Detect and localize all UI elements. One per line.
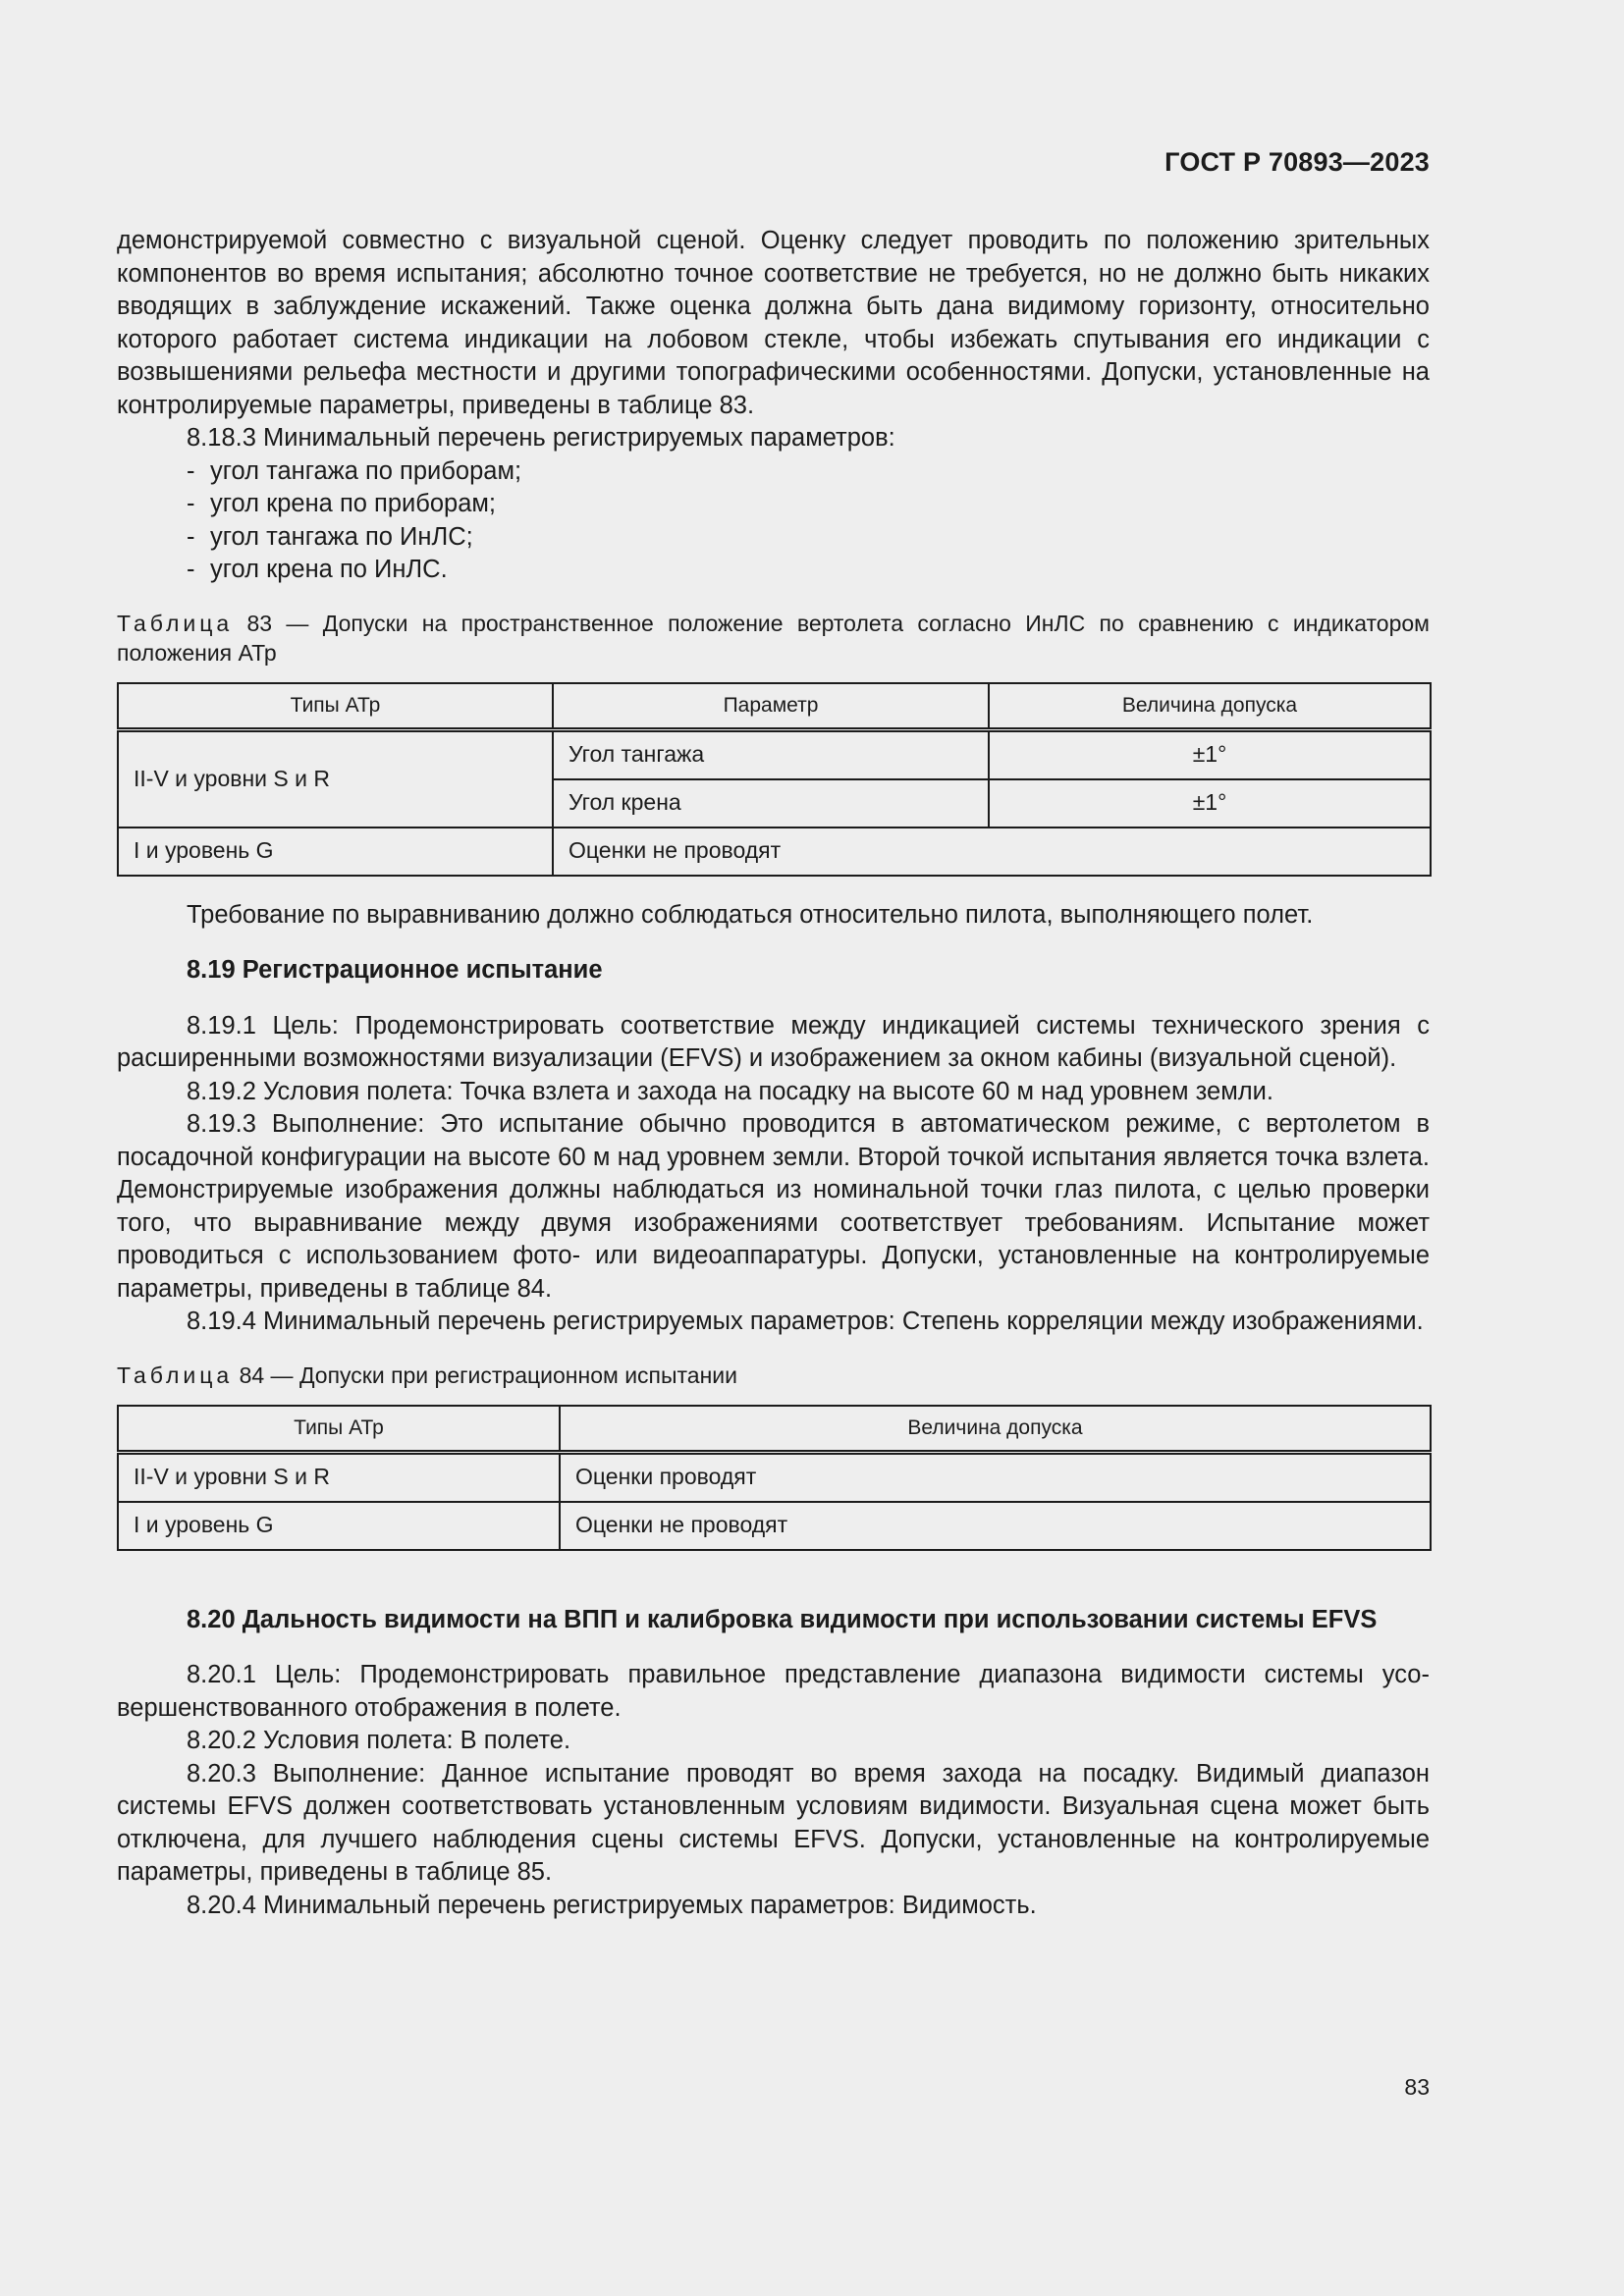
paragraph: 8.19.1 Цель: Продемонстрировать соответствие между индикацией системы технического зрения с расширенными возможностями визуализации (EFVS) и изображением за окном кабины (визуальной сценой). [117, 1011, 1430, 1072]
table-cell: Угол крена [553, 779, 989, 828]
list-item: - угол крена по ИнЛС. [187, 556, 448, 583]
table-cell: Оценки не проводят [553, 828, 1431, 876]
page-number: 83 [1404, 2074, 1430, 2100]
column-header: Параметр [553, 683, 989, 730]
table-cell: II-V и уровни S и R [118, 729, 553, 828]
document-body [117, 225, 1430, 1922]
table-row [118, 1452, 1431, 1502]
paragraph: 8.20.3 Выполнение: Данное испытание проводят во время захода на посадку. Видимый диапазон системы EFVS должен соответствовать установленным условиям видимости. Визуальная сцена может быть отключена, для лучшего наблюдения сцены системы EFVS. Допуски, установленные на контролируемые параметры, приведены в таблице 85. [117, 1759, 1430, 1886]
table-cell: I и уровень G [118, 1502, 560, 1550]
table-header-row [118, 683, 1431, 730]
list-item: - угол тангажа по приборам; [187, 456, 522, 485]
column-header: Типы АТр [118, 683, 553, 730]
table-row [118, 729, 1431, 779]
table-cell: II-V и уровни S и R [118, 1452, 560, 1502]
table-cell: ±1° [989, 779, 1431, 828]
table-cell: Угол тангажа [553, 729, 989, 779]
paragraph: 8.19.2 Условия полета: Точка взлета и захода на посадку на высоте 60 м над уровнем земли. [187, 1077, 1273, 1105]
column-header: Величина допуска [989, 683, 1431, 730]
paragraph: 8.20.4 Минимальный перечень регистрируемых параметров: Видимость. [187, 1891, 1037, 1919]
paragraph: 8.18.3 Минимальный перечень регистрируемых параметров: [187, 424, 895, 452]
table-83 [117, 682, 1432, 877]
table-header-row [118, 1406, 1431, 1453]
table-row [118, 828, 1431, 876]
table-cell: Оценки не проводят [560, 1502, 1431, 1550]
list-item: - угол тангажа по ИнЛС; [187, 522, 473, 551]
list-item: - угол крена по приборам; [187, 490, 497, 517]
paragraph: Требование по выравниванию должно соблюдаться относительно пилота, выполняющего полет. [187, 900, 1314, 929]
table-row [118, 1502, 1431, 1550]
paragraph: 8.19.3 Выполнение: Это испытание обычно проводится в автоматическом режиме, с вертолетом в посадочной конфигурации на высоте 60 м над уровнем земли. Второй точкой испытания является точка взлета. Демонстрируемые изображения должны наблюдаться из номинальной точки глаз пилота, с целью проверки того, что выравнивание между двумя изображениями соответствует требованиям. Испытание может проводиться с использованием фото- или видеоаппаратуры. Допуски, установленные на контролируемые параметры, приведены в таблице 84. [117, 1110, 1430, 1303]
paragraph: 8.20.2 Условия полета: В полете. [187, 1727, 571, 1754]
paragraph: 8.19.4 Минимальный перечень регистрируемых параметров: Степень корреляции между изображениями. [187, 1308, 1424, 1335]
parameter-list [117, 455, 1430, 587]
column-header: Величина допуска [560, 1406, 1431, 1453]
document-header: ГОСТ Р 70893—2023 [1164, 147, 1430, 177]
column-header: Типы АТр [118, 1406, 560, 1453]
table-cell: Оценки проводят [560, 1452, 1431, 1502]
table-cell: ±1° [989, 729, 1431, 779]
paragraph: 8.20.1 Цель: Продемонстрировать правильное представление диапазона видимости системы усовершенствованного отображения в полете. [117, 1661, 1430, 1722]
section-heading: 8.19 Регистрационное испытание [187, 956, 603, 984]
paragraph: демонстрируемой совместно с визуальной сценой. Оценку следует проводить по положению зрительных компонентов во время испытания; абсолютно точное соответствие не требуется, но не должно быть никаких вводящих в заблуждение искажений. Также оценка должна быть дана видимому горизонту, относительно которого работает система индикации на лобовом стекле, чтобы избежать спутывания его индикации с возвышениями рельефа местности и другими топографическими особенностями. Допуски, установленные на контролируемые параметры, приведены в таблице 83. [117, 227, 1430, 419]
table-cell: I и уровень G [118, 828, 553, 876]
section-heading: 8.20 Дальность видимости на ВПП и калибровка видимости при использовании системы EFVS [187, 1605, 1378, 1633]
table-caption: Таблица 84 — Допуски при регистрационном испытании [117, 1362, 737, 1388]
table-caption: Таблица 83 — Допуски на пространственное положение вертолета согласно ИнЛС по сравнению с индикатором положения АТр [117, 610, 1430, 666]
table-84 [117, 1405, 1432, 1551]
